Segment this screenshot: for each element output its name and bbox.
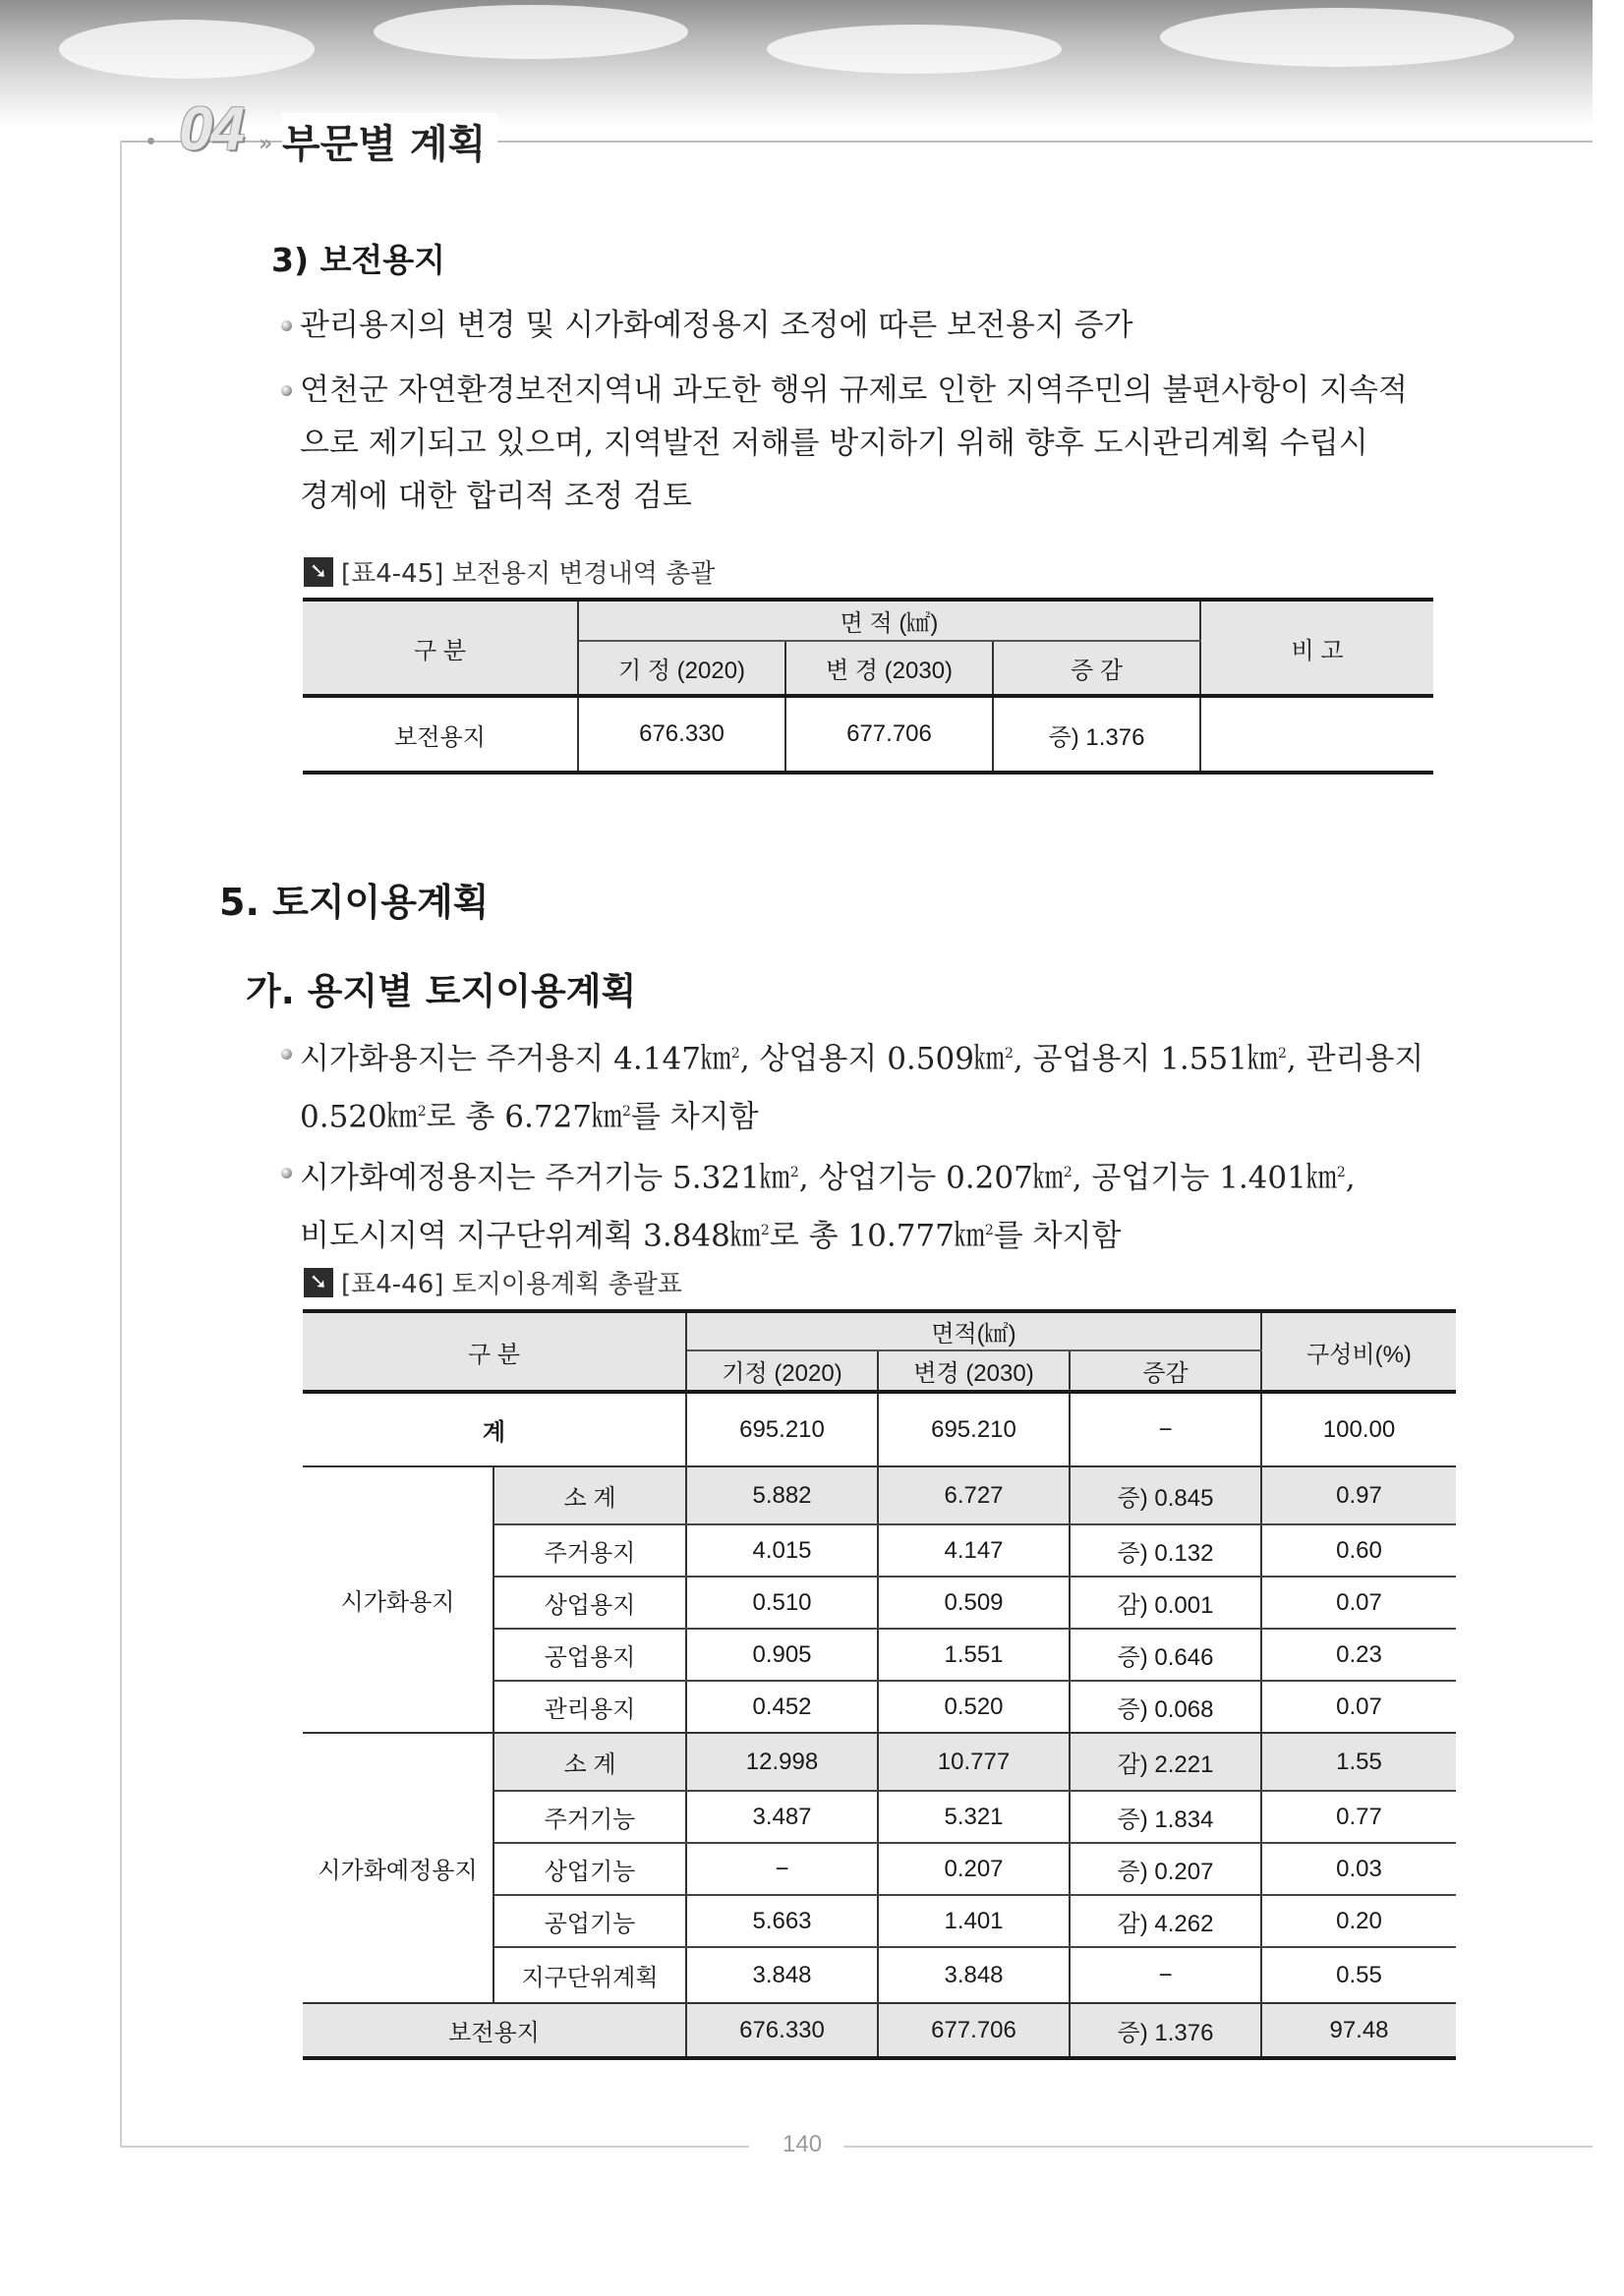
cell-changed: 0.509	[878, 1577, 1070, 1629]
table-caption	[304, 553, 715, 590]
cell-changed: 1.401	[878, 1895, 1070, 1947]
cell-changed: 695.210	[878, 1392, 1070, 1466]
chapter-number: 04	[179, 95, 243, 163]
bullet-line: 으로 제기되고 있으며, 지역발전 저해를 방지하기 위해 향후 도시관리계획 수립시	[300, 426, 1368, 461]
cell-existing: 676.330	[578, 696, 785, 773]
cell-existing: 676.330	[686, 2003, 878, 2058]
cell-sub: 상업기능	[493, 1843, 686, 1895]
col-header-changed: 변경 (2030)	[878, 1350, 1070, 1392]
col-header-existing: 기 정 (2020)	[578, 641, 785, 696]
bullet-line: 시가화예정용지는 주거기능 5.321㎞$^2$, 상업기능 0.207㎞$^2$, 공업기능 1.401㎞$^2$,	[300, 1160, 1356, 1196]
bullet-item	[300, 364, 1450, 523]
cell-ratio: 97.48	[1261, 2003, 1456, 2058]
table-row	[303, 1733, 1456, 1791]
cell-total-label: 계	[303, 1392, 686, 1466]
cell-ratio: 0.60	[1261, 1524, 1456, 1577]
footer-rule-left	[120, 2146, 749, 2148]
footer-rule-right	[843, 2146, 1593, 2148]
col-header-ratio: 구성비(%)	[1261, 1311, 1456, 1392]
cell-changed: 677.706	[785, 696, 993, 773]
cell-changed: 6.727	[878, 1466, 1070, 1524]
col-header-diff: 증 감	[993, 641, 1200, 696]
cell-category: 보전용지	[303, 696, 578, 773]
cell-existing: 3.487	[686, 1791, 878, 1843]
col-header-changed: 변 경 (2030)	[785, 641, 993, 696]
cell-diff: 증) 0.207	[1070, 1843, 1261, 1895]
cell-sub: 관리용지	[493, 1681, 686, 1733]
table-row	[303, 2003, 1456, 2058]
cell-ratio: 0.20	[1261, 1895, 1456, 1947]
col-header-diff: 증감	[1070, 1350, 1261, 1392]
subsection-heading: 가. 용지별 토지이용계획	[246, 970, 637, 1012]
table-caption-text: [표4-46] 토지이용계획 총괄표	[341, 1270, 682, 1299]
cell-diff: 증) 1.376	[1070, 2003, 1261, 2058]
col-header-category: 구 분	[303, 1311, 686, 1392]
col-header-area: 면적(㎢)	[686, 1311, 1261, 1350]
landuse-summary-table	[303, 1309, 1456, 2060]
cell-existing: 5.882	[686, 1466, 878, 1524]
bullet-line: 비도시지역 지구단위계획 3.848㎞$^2$로 총 10.777㎞$^2$를 차지함	[300, 1218, 1122, 1254]
cell-group-name: 시가화용지	[303, 1466, 493, 1733]
table-row-total	[303, 1392, 1456, 1466]
cell-ratio: 0.03	[1261, 1843, 1456, 1895]
cell-changed: 3.848	[878, 1947, 1070, 2003]
chapter-title: 부문별 계획	[282, 113, 497, 169]
cell-sub: 주거기능	[493, 1791, 686, 1843]
table-caption-text: [표4-45] 보전용지 변경내역 총괄	[341, 559, 716, 589]
cell-diff: −	[1070, 1947, 1261, 2003]
bullet-line: 시가화용지는 주거용지 4.147㎞$^2$, 상업용지 0.509㎞$^2$, 공업용지 1.551㎞$^2$, 관리용지	[300, 1041, 1424, 1077]
cell-ratio: 0.07	[1261, 1577, 1456, 1629]
cell-existing: 0.510	[686, 1577, 878, 1629]
section-heading-conservation: 3) 보전용지	[271, 241, 446, 279]
cell-sub: 소 계	[493, 1466, 686, 1524]
cell-existing: −	[686, 1843, 878, 1895]
header-rule-dot-left	[147, 138, 154, 144]
cell-changed: 0.520	[878, 1681, 1070, 1733]
cell-existing: 5.663	[686, 1895, 878, 1947]
cell-sub: 주거용지	[493, 1524, 686, 1577]
cell-diff: 증) 0.132	[1070, 1524, 1261, 1577]
left-margin-rule	[120, 141, 122, 2146]
cell-ratio: 0.55	[1261, 1947, 1456, 2003]
cell-diff: 증) 0.068	[1070, 1681, 1261, 1733]
cell-existing: 0.452	[686, 1681, 878, 1733]
cell-changed: 1.551	[878, 1629, 1070, 1681]
cell-category: 보전용지	[303, 2003, 686, 2058]
cell-ratio: 0.77	[1261, 1791, 1456, 1843]
bullet-item	[300, 1146, 1450, 1263]
cell-diff: 감) 4.262	[1070, 1895, 1261, 1947]
cell-sub: 공업용지	[493, 1629, 686, 1681]
cell-note	[1200, 696, 1433, 773]
cell-existing: 4.015	[686, 1524, 878, 1577]
table-row	[303, 696, 1433, 773]
table-row	[303, 1466, 1456, 1524]
cell-sub: 공업기능	[493, 1895, 686, 1947]
cell-diff: 감) 0.001	[1070, 1577, 1261, 1629]
table-caption	[304, 1264, 682, 1300]
cell-diff: 증) 1.376	[993, 696, 1200, 773]
cell-existing: 3.848	[686, 1947, 878, 2003]
cell-sub: 소 계	[493, 1733, 686, 1791]
cell-ratio: 0.23	[1261, 1629, 1456, 1681]
col-header-note: 비 고	[1200, 600, 1433, 696]
bullet-item	[300, 1027, 1450, 1144]
bullet-line: 경계에 대한 합리적 조정 검토	[300, 479, 692, 514]
bullet-line: 0.520㎞$^2$로 총 6.727㎞$^2$를 차지함	[300, 1099, 759, 1135]
bullet-line: 관리용지의 변경 및 시가화예정용지 조정에 따른 보전용지 증가	[300, 308, 1133, 343]
cell-existing: 12.998	[686, 1733, 878, 1791]
chapter-chevron-icon: »	[259, 132, 273, 156]
cell-sub: 상업용지	[493, 1577, 686, 1629]
col-header-area: 면 적 (㎢)	[578, 600, 1200, 641]
cell-changed: 5.321	[878, 1791, 1070, 1843]
col-header-existing: 기정 (2020)	[686, 1350, 878, 1392]
caption-arrow-icon: ➘	[304, 557, 333, 587]
cell-existing: 0.905	[686, 1629, 878, 1681]
page-number: 140	[783, 2131, 823, 2157]
col-header-category: 구 분	[303, 600, 578, 696]
cell-diff: −	[1070, 1392, 1261, 1466]
cell-diff: 증) 0.646	[1070, 1629, 1261, 1681]
conservation-change-table	[303, 598, 1433, 775]
cell-ratio: 0.97	[1261, 1466, 1456, 1524]
cell-ratio: 1.55	[1261, 1733, 1456, 1791]
cell-existing: 695.210	[686, 1392, 878, 1466]
cell-sub: 지구단위계획	[493, 1947, 686, 2003]
cell-changed: 677.706	[878, 2003, 1070, 2058]
cell-ratio: 0.07	[1261, 1681, 1456, 1733]
cell-diff: 증) 1.834	[1070, 1791, 1261, 1843]
cell-changed: 0.207	[878, 1843, 1070, 1895]
cell-group-name: 시가화예정용지	[303, 1733, 493, 2003]
section-heading-landuse: 5. 토지이용계획	[219, 881, 490, 924]
caption-arrow-icon: ➘	[304, 1268, 333, 1297]
bullet-line: 연천군 자연환경보전지역내 과도한 행위 규제로 인한 지역주민의 불편사항이 지속적	[300, 373, 1408, 408]
cell-changed: 10.777	[878, 1733, 1070, 1791]
cell-changed: 4.147	[878, 1524, 1070, 1577]
cell-diff: 증) 0.845	[1070, 1466, 1261, 1524]
cell-ratio: 100.00	[1261, 1392, 1456, 1466]
cell-diff: 감) 2.221	[1070, 1733, 1261, 1791]
bullet-item	[300, 299, 1450, 352]
